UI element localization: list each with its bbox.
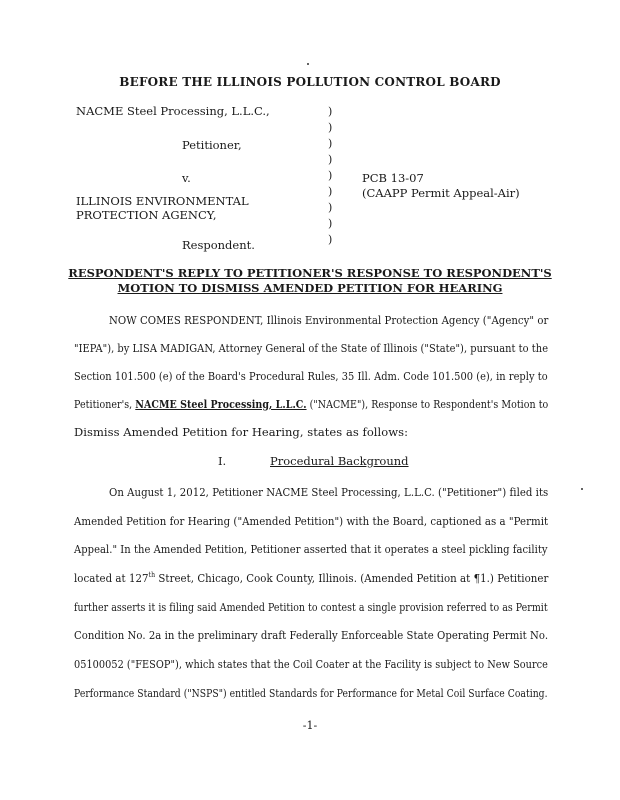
intro-line: Dismiss Amended Petition for Hearing, states as follows: xyxy=(74,425,408,439)
petitioner-name: NACME Steel Processing, L.L.C. xyxy=(135,397,307,411)
background-line: Condition No. 2a in the preliminary draft Federally Enforceable State Operating Permit No. xyxy=(74,628,549,642)
background-line: further asserts it is filing said Amended Petition to contest a single provision referred to as Permit xyxy=(74,600,548,614)
intro-line: Section 101.500 (e) of the Board's Procedural Rules, 35 Ill. Adm. Code 101.500 (e), in reply to xyxy=(74,369,548,383)
caption-party2-role: Respondent. xyxy=(182,238,255,252)
caption-versus: v. xyxy=(182,171,191,185)
case-number: PCB 13-07 xyxy=(362,171,424,185)
document-title-line1: RESPONDENT'S REPLY TO PETITIONER'S RESPONSE TO RESPONDENT'S xyxy=(68,266,552,280)
section-heading: Procedural Background xyxy=(270,454,409,468)
background-line: Amended Petition for Hearing ("Amended Petition") with the Board, captioned as a "Permit xyxy=(74,514,549,528)
document-page: BEFORE THE ILLINOIS POLLUTION CONTROL BOARD NACME Steel Processing, L.L.C., Petitioner, v. PCB 13-07 (CAAPP Permit Appeal-Air) ILLINOIS ENVIRONMENTAL PROTECTION AGENCY, Respondent. ) ) ) ) ) ) ) ) ) RESPONDENT'S REPLY TO PETITIONER'S RESPONSE TO RESPONDENT'S MOTION TO DISMISS AMENDED PETITION FOR HEARING NOW COMES RESPONDENT, Illinois Environmental Protection Agency ("Agency" or "IEPA"), by LISA MADIGAN, Attorney General of the State of Illinois ("State"), pursuant to the Section 101.500 (e) of the Board's Procedural Rules, 35 Ill. Adm. Code 101.500 (e), in reply to Petitioner's, NACME Steel Processing, L.L.C. ("NACME"), Response to Respondent's Motion to Dismiss Amended Petition for Hearing, states as follows: I. Procedural Background On August 1, 2012, Petitioner NACME Steel Processing, L.L.C. ("Petitioner") filed its Amended Petition for Hearing ("Amended Petition") with the Board, captioned as a "Permit Appeal." In the Amended Petition, Petitioner asserted that it operates a steel pickling facility located at 127th Street, Chicago, Cook County, Illinois. (Amended Petition at ¶1.) Petitioner further asserts it is filing said Amended Petition to contest a single provision referred to as Permit Condition No. 2a in the preliminary draft Federally Enforceable State Operating Permit No. 05100052 ("FESOP"), which states that the Coil Coater at the Facility is subject to New Source Performance Standard ("NSPS") entitled Standards for Performance for Metal Coil Surface Coating. -1- xyxy=(0,0,620,800)
page-number: -1- xyxy=(302,719,318,732)
intro-line: Petitioner's, NACME Steel Processing, L.L.C. ("NACME"), Response to Respondent's Motion to xyxy=(74,397,549,411)
board-heading: BEFORE THE ILLINOIS POLLUTION CONTROL BOARD xyxy=(119,75,501,89)
caption-party1-role: Petitioner, xyxy=(182,138,242,152)
section-number: I. xyxy=(218,454,227,468)
scan-speck xyxy=(581,488,583,490)
background-line: Appeal." In the Amended Petition, Petitioner asserted that it operates a steel pickling facility xyxy=(74,542,548,556)
scan-speck xyxy=(307,63,309,65)
background-line: Performance Standard ("NSPS") entitled Standards for Performance for Metal Coil Surface Coating. xyxy=(74,686,548,700)
background-line: located at 127th Street, Chicago, Cook County, Illinois. (Amended Petition at ¶1.) Petitioner xyxy=(74,571,549,585)
caption-party2-line1: ILLINOIS ENVIRONMENTAL xyxy=(76,194,249,208)
case-type: (CAAPP Permit Appeal-Air) xyxy=(362,186,520,200)
background-line: 05100052 ("FESOP"), which states that the Coil Coater at the Facility is subject to New Source xyxy=(74,657,548,671)
caption-party2-line2: PROTECTION AGENCY, xyxy=(76,208,217,222)
background-line: On August 1, 2012, Petitioner NACME Steel Processing, L.L.C. ("Petitioner") filed its xyxy=(109,485,549,499)
intro-line: "IEPA"), by LISA MADIGAN, Attorney General of the State of Illinois ("State"), pursuant to the xyxy=(74,341,549,355)
document-title-line2: MOTION TO DISMISS AMENDED PETITION FOR HEARING xyxy=(117,281,503,295)
caption-party1: NACME Steel Processing, L.L.C., xyxy=(76,104,270,118)
intro-line: NOW COMES RESPONDENT, Illinois Environmental Protection Agency ("Agency" or xyxy=(109,313,549,327)
